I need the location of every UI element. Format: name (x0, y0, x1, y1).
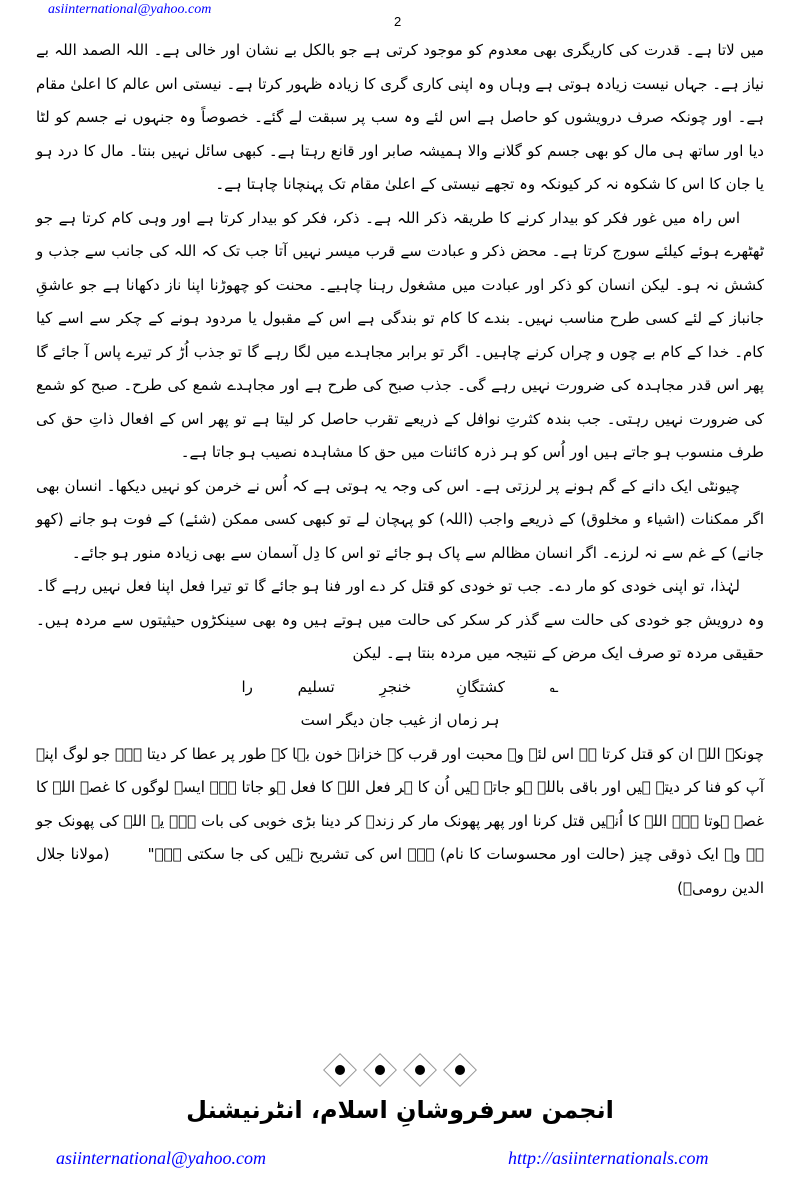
page-number: 2 (394, 14, 402, 29)
closing-paragraph (36, 738, 764, 906)
verse-line-1: ؎ کشتگانِ خنجرِ تسلیم را (241, 677, 559, 696)
verse-line-2: ہر زماں از غیب جان دیگر است (300, 711, 500, 729)
paragraph-4: لہٰذا، تو اپنی خودی کو مار دے۔ جب تو خودی کو قتل کر دے اور فنا ہو جائے گا تو تیرا فعل اپنا فعل نہیں رہے گا۔ وہ درویش جو خودی کی حالت سے گذر کر سکر کی حالت میں ہوتے ہیں وہ بھی سینکڑوں حیثیتوں سے مردہ ہیں۔ حقیقی مردہ تو صرف ایک مرض کے نتیجہ میں مردہ بنتا ہے۔ لیکن (36, 577, 764, 662)
footer-email-link[interactable]: asiinternational@yahoo.com (56, 1148, 267, 1168)
article-body (36, 34, 764, 905)
star-ornament-icon (323, 1053, 357, 1087)
closing-paragraph-text: چونکہ اللہ ان کو قتل کرتا ہے اس لئے وہ محبت اور قرب کے خزانے خون بہا کے طور پر عطا کر دیتا ہے۔ جو لوگ اپنے آپ کو فنا کر دیتے ہیں اور باقی باللہ ہو جاتے ہیں اُن کا ہر فعل اللہ کا فعل ہو جاتا ہے۔ ایسے لوگوں کا غصہ اللہ کا غصہ ہوتا ہے۔ اللہ کا اُنہیں قتل کرنا اور پھر پھونک مار کر زندہ کر دینا بڑی خوبی کی بات ہے۔ یہ اللہ کی پھونک جو ہے وہ ایک ذوقی چیز (حالت اور محسوسات کا نام) ہے۔ اس کی تشریح نہیں کی جا سکتی ہے۔" (36, 744, 764, 863)
star-ornament-icon (403, 1053, 437, 1087)
attribution: (مولانا جلال الدین رومیؒ) (36, 845, 764, 897)
organization-name: انجمن سرفروشانِ اسلام، انٹرنیشنل (186, 1096, 614, 1124)
paragraph-3: چیونٹی ایک دانے کے گم ہونے پر لرزتی ہے۔ اس کی وجہ یہ ہوتی ہے کہ اُس نے خرمن کو نہیں دیکھا۔ انسان بھی اگر ممکنات (اشیاء و مخلوق) کے ذریعے واجب (اللہ) کو پہچان لے تو کبھی کسی ممکن (شئے) کے فوت ہو جانے (کھو جانے) کے غم سے نہ لرزے۔ اگر انسان مظالم سے پاک ہو جائے تو اس کا دِل آسمان سے بھی زیادہ منور ہو جائے۔ (36, 476, 764, 562)
header-email-link[interactable]: asiinternational@yahoo.com (48, 2, 212, 17)
footer-website-link[interactable]: http://asiinternationals.com (508, 1148, 709, 1168)
star-ornament-row (0, 1058, 800, 1087)
star-ornament-icon (363, 1053, 397, 1087)
paragraph-2: اس راہ میں غور فکر کو بیدار کرنے کا طریقہ ذکر اللہ ہے۔ ذکر، فکر کو بیدار کرتا ہے اور وہی کام کرتا ہے جو ٹھٹھرے ہوئے کیلئے سورج کرتا ہے۔ محض ذکر و عبادت سے قرب میسر نہیں آتا جب تک کہ اللہ کی جانب سے جذب و کشش نہ ہو۔ لیکن انسان کو ذکر اور عبادت میں مشغول رہنا چاہیے۔ محنت کو چھوڑنا اپنا ناز دکھانا ہے جو عاشقِ جانباز کے لئے کسی طرح مناسب نہیں۔ بندے کا کام تو بندگی ہے اس کے مقبول یا مردود ہونے کے چکر سے اسے کیا کام۔ خدا کے کام بے چوں و چراں کرنے چاہیں۔ اگر تو برابر مجاہدے میں لگا رہے گا تو جذب اُڑ کر تیرے پاس آ جائے گا پھر اس قدر مجاہدہ کی ضرورت نہیں رہے گی۔ جذب صبح کی طرح ہے اور مجاہدے شمع کی طرح۔ صبح کو شمع کی ضرورت نہیں رہتی۔ جب بندہ کثرتِ نوافل کے ذریعے تقرب حاصل کر لیتا ہے تو پھر اس کے افعال ذاتِ حق کی طرف منسوب ہو جاتے ہیں اور اُس کو ہر ذرہ کائنات میں حق کا مشاہدہ نصیب ہو جاتا ہے۔ (36, 208, 764, 461)
paragraph-1: میں لاتا ہے۔ قدرت کی کاریگری بھی معدوم کو موجود کرتی ہے جو بالکل بے نشان اور خالی ہے۔ اللہ الصمد اللہ بے نیاز ہے۔ جہاں نیست زیادہ ہوتی ہے وہاں وہ اپنی کاری گری کا زیادہ ظہور کرتا ہے۔ نیستی اس عالم کا اعلیٰ مقام ہے۔ اور چونکہ صرف درویشوں کو حاصل ہے اس لئے وہ سب پر سبقت لے گئے۔ خصوصاً وہ جنہوں نے جسم کو لٹا دیا اور ساتھ ہی مال کو بھی جسم کو گلانے والا ہمیشہ صابر اور قانع رہتا ہے۔ کبھی سائل نہیں بنتا۔ مال کا درد ہو یا جان کا اس کا شکوہ نہ کر کیونکہ وہ تجھے نیستی کے اعلیٰ مقام تک پہنچانا چاہتا ہے۔ (36, 41, 764, 193)
star-ornament-icon (443, 1053, 477, 1087)
